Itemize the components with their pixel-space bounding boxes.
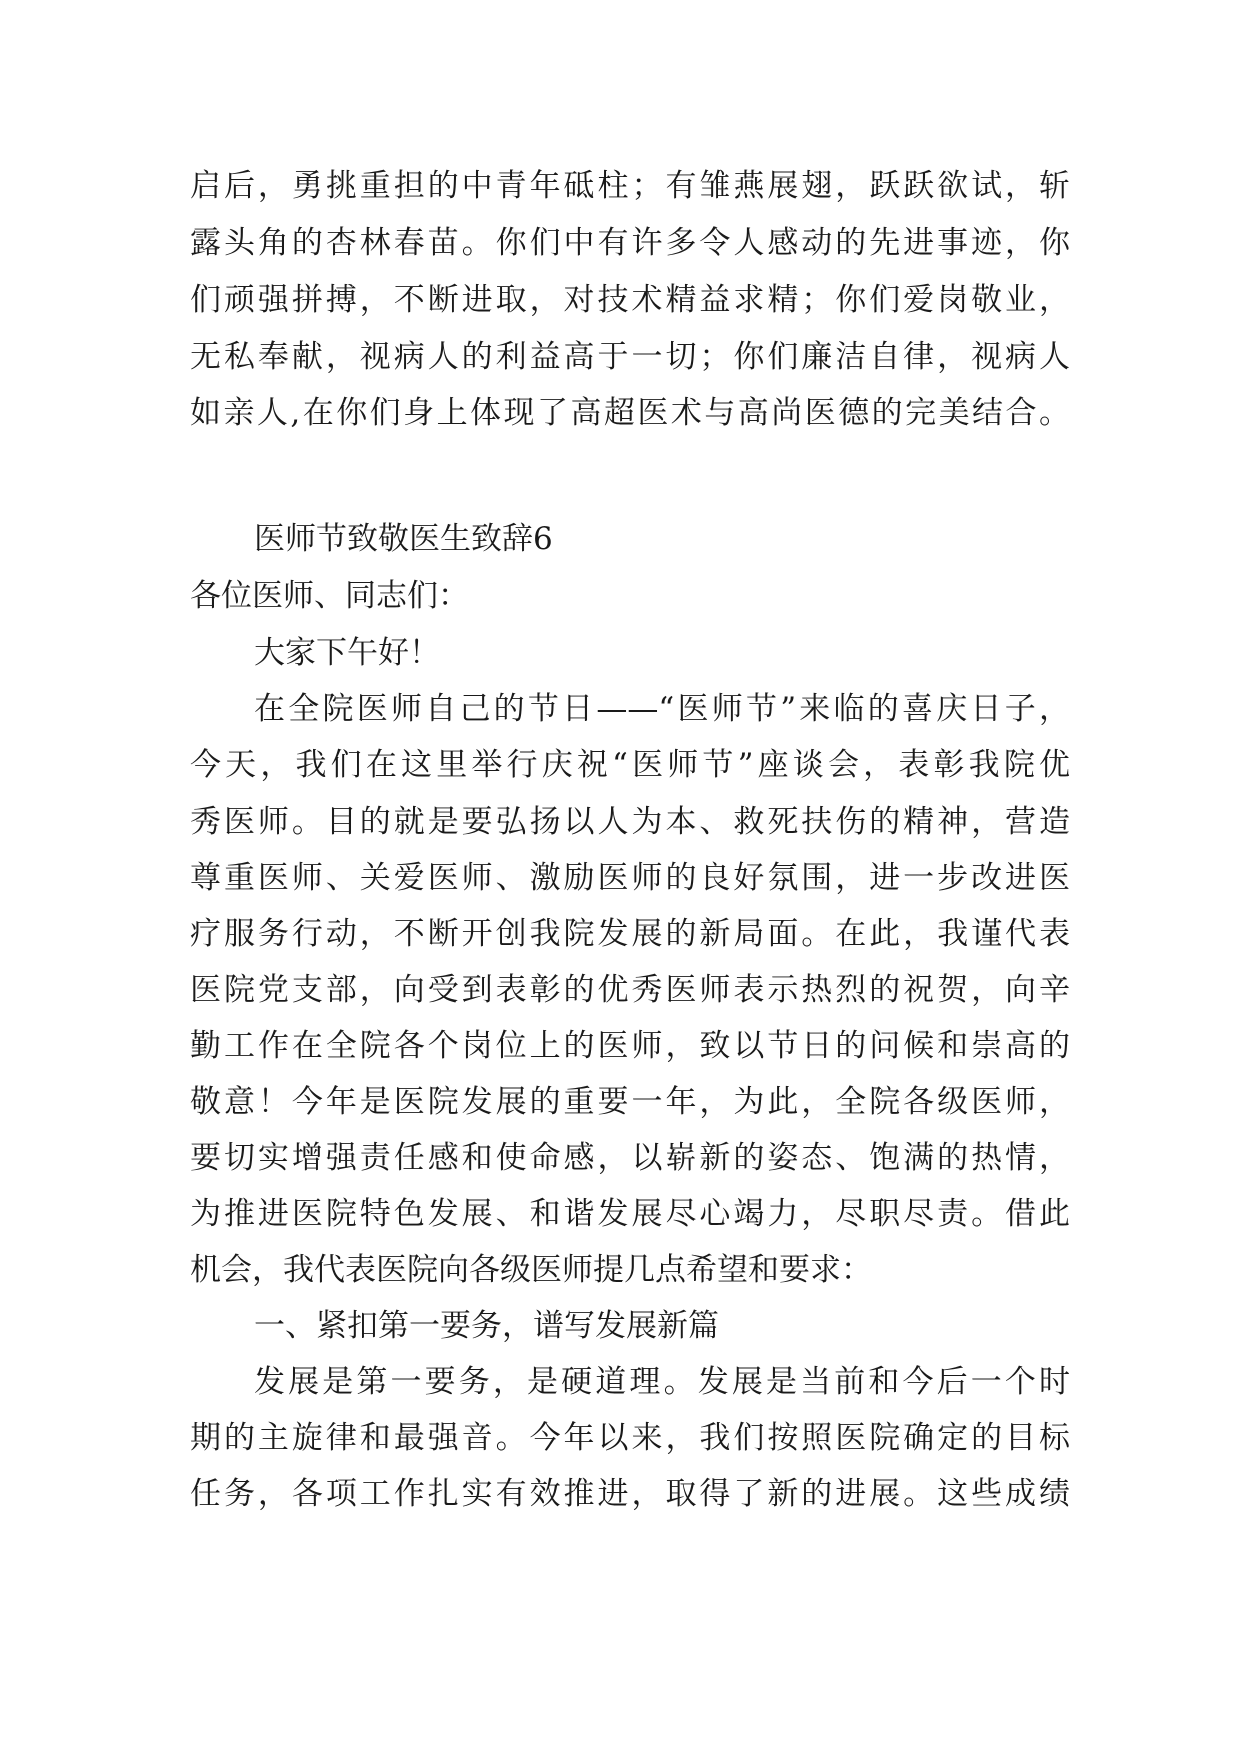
paragraph-line: 医院党支部，向受到表彰的优秀医师表示热烈的祝贺，向辛 (190, 972, 1070, 1008)
paragraph-line: 敬意！今年是医院发展的重要一年，为此，全院各级医师， (190, 1084, 1070, 1120)
paragraph-line: 机会，我代表医院向各级医师提几点希望和要求： (190, 1252, 872, 1288)
salutation: 各位医师、同志们： (190, 578, 469, 614)
paragraph-line: 秀医师。目的就是要弘扬以人为本、救死扶伤的精神，营造 (190, 804, 1070, 840)
greeting: 大家下午好！ (254, 635, 440, 671)
paragraph-line: 如亲人,在你们身上体现了高超医术与高尚医德的完美结合。 (190, 395, 1070, 431)
paragraph-line: 今天，我们在这里举行庆祝“医师节”座谈会，表彰我院优 (190, 747, 1070, 783)
paragraph-line: 们顽强拼搏，不断进取，对技术精益求精；你们爱岗敬业， (190, 282, 1070, 318)
paragraph-line: 任务，各项工作扎实有效推进，取得了新的进展。这些成绩 (190, 1476, 1070, 1512)
paragraph-line: 期的主旋律和最强音。今年以来，我们按照医院确定的目标 (190, 1420, 1070, 1456)
paragraph-line: 疗服务行动，不断开创我院发展的新局面。在此，我谨代表 (190, 916, 1070, 952)
paragraph-line: 启后，勇挑重担的中青年砥柱；有雏燕展翅，跃跃欲试，斩 (190, 168, 1070, 204)
paragraph-line: 露头角的杏林春苗。你们中有许多令人感动的先进事迹，你 (190, 225, 1070, 261)
paragraph-line: 勤工作在全院各个岗位上的医师，致以节日的问候和崇高的 (190, 1028, 1070, 1064)
paragraph-line: 发展是第一要务，是硬道理。发展是当前和今后一个时 (254, 1364, 1070, 1400)
paragraph-line: 为推进医院特色发展、和谐发展尽心竭力，尽职尽责。借此 (190, 1196, 1070, 1232)
paragraph-line: 无私奉献，视病人的利益高于一切；你们廉洁自律，视病人 (190, 339, 1070, 375)
paragraph-line: 尊重医师、关爱医师、激励医师的良好氛围，进一步改进医 (190, 860, 1070, 896)
section-heading: 医师节致敬医生致辞6 (254, 521, 553, 557)
section-subheading: 一、紧扣第一要务，谱写发展新篇 (254, 1308, 719, 1344)
paragraph-line: 在全院医师自己的节日——“医师节”来临的喜庆日子， (254, 691, 1070, 727)
paragraph-line: 要切实增强责任感和使命感，以崭新的姿态、饱满的热情， (190, 1140, 1070, 1176)
